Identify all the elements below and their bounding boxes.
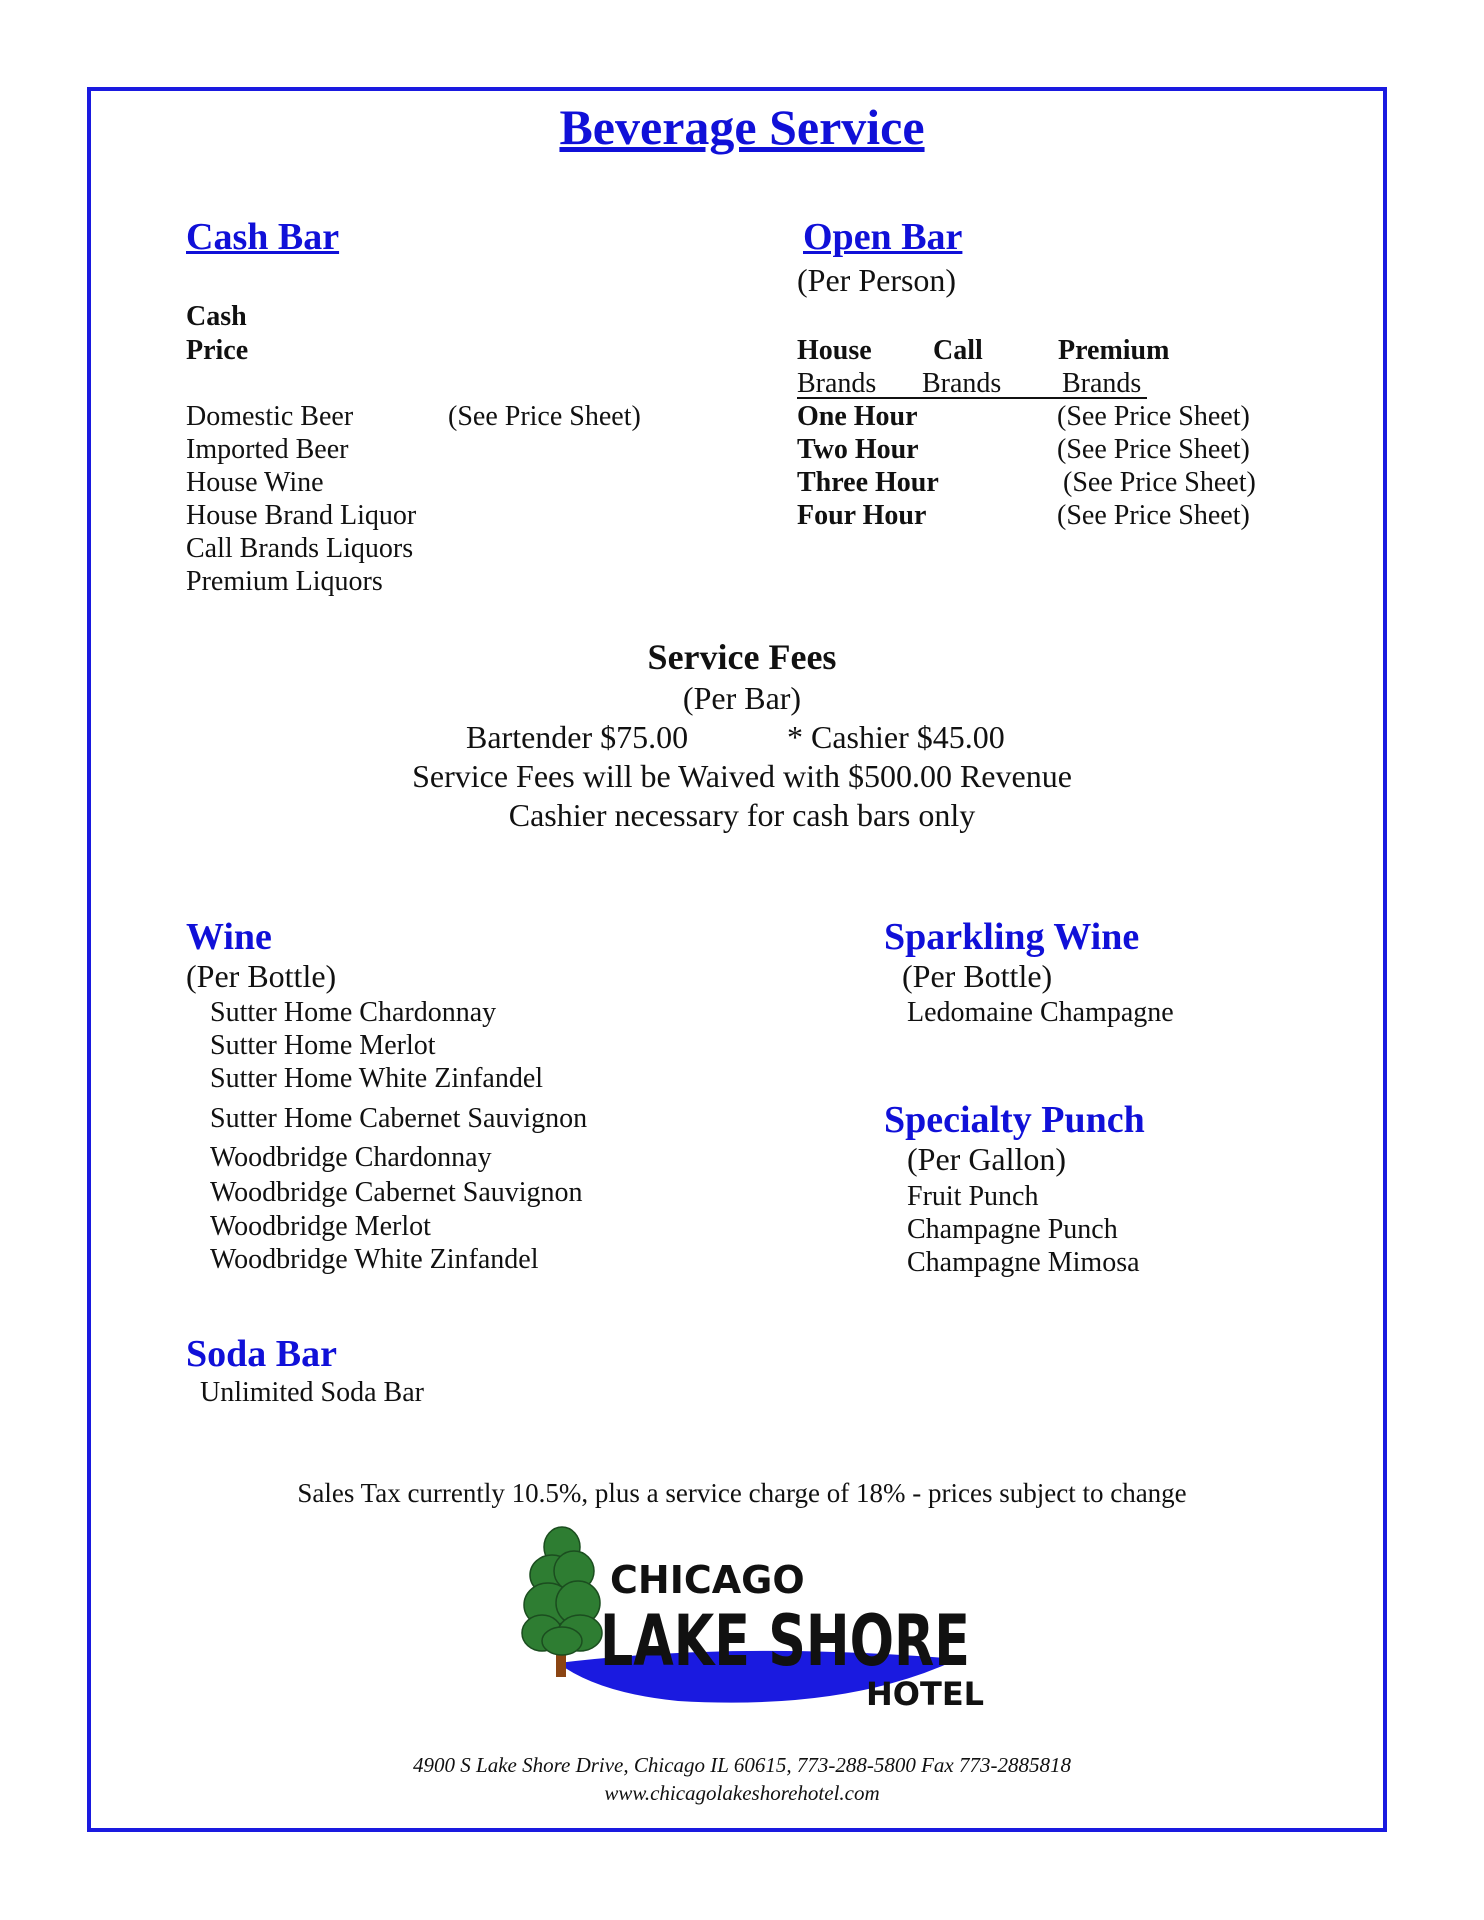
list-item: Woodbridge White Zinfandel	[210, 1244, 539, 1275]
list-item: Imported Beer	[186, 434, 349, 465]
cash-price-label-line2: Price	[186, 335, 249, 366]
page-title: Beverage Service	[559, 99, 925, 155]
table-row	[797, 466, 1277, 499]
wine-list	[210, 996, 587, 1276]
sparkling-wine-subheading: (Per Bottle)	[902, 958, 1053, 994]
service-fee-waiver: Service Fees will be Waived with $500.00 Revenue	[412, 758, 1072, 794]
list-item: Premium Liquors	[186, 566, 383, 597]
cash-bar-list	[186, 400, 416, 598]
wine-subheading: (Per Bottle)	[186, 958, 337, 994]
cash-bar-price-note: (See Price Sheet)	[448, 401, 641, 432]
row-price: (See Price Sheet)	[1057, 434, 1250, 465]
brands-label: Brands	[797, 368, 877, 399]
row-price: (See Price Sheet)	[1057, 401, 1250, 432]
open-bar-col-premium: Premium	[1058, 335, 1170, 366]
tax-note: Sales Tax currently 10.5%, plus a service charge of 18% - prices subject to change	[297, 1478, 1187, 1508]
footer-website[interactable]: www.chicagolakeshorehotel.com	[604, 1781, 880, 1805]
list-item: Fruit Punch	[907, 1181, 1039, 1212]
hotel-logo	[518, 1523, 985, 1713]
specialty-punch-subheading: (Per Gallon)	[907, 1141, 1067, 1177]
cashier-fee: * Cashier $45.00	[787, 719, 1005, 755]
list-item: Sutter Home Merlot	[210, 1030, 436, 1061]
cashier-note: Cashier necessary for cash bars only	[508, 797, 976, 833]
list-item: Woodbridge Cabernet Sauvignon	[210, 1177, 583, 1208]
open-bar-col-house: House	[797, 335, 872, 366]
wine-heading: Wine	[186, 916, 272, 958]
cash-bar-heading: Cash Bar	[186, 216, 340, 258]
table-row	[797, 400, 1277, 433]
list-item: House Brand Liquor	[186, 500, 417, 531]
list-item: Sutter Home Chardonnay	[210, 997, 497, 1028]
open-bar-subheading: (Per Person)	[797, 262, 957, 298]
list-item: Ledomaine Champagne	[907, 997, 1174, 1028]
table-row	[797, 433, 1277, 466]
bartender-fee: Bartender $75.00	[466, 719, 689, 755]
list-item: Call Brands Liquors	[186, 533, 414, 564]
list-item: Domestic Beer	[186, 401, 354, 432]
open-bar-rows	[797, 400, 1277, 532]
footer-address: 4900 S Lake Shore Drive, Chicago IL 60615, 773-288-5800 Fax 773-2885818	[413, 1753, 1071, 1777]
cash-price-label-line1: Cash	[186, 301, 247, 332]
specialty-punch-heading: Specialty Punch	[884, 1099, 1145, 1141]
row-label: One Hour	[797, 401, 918, 432]
list-item: Unlimited Soda Bar	[200, 1377, 424, 1408]
punch-list	[907, 1180, 1140, 1279]
list-item: Champagne Mimosa	[907, 1247, 1140, 1278]
table-row	[797, 499, 1277, 532]
list-item: Woodbridge Chardonnay	[210, 1142, 492, 1173]
service-fees-subheading: (Per Bar)	[682, 680, 802, 716]
soda-bar-heading: Soda Bar	[186, 1333, 337, 1375]
brands-label: Brands	[1062, 368, 1142, 399]
open-bar-heading: Open Bar	[803, 216, 963, 258]
sparkling-wine-heading: Sparkling Wine	[884, 916, 1140, 958]
brands-label: Brands	[922, 368, 1002, 399]
row-price: (See Price Sheet)	[1057, 500, 1250, 531]
list-item: Sutter Home White Zinfandel	[210, 1063, 544, 1094]
list-item: Woodbridge Merlot	[210, 1211, 431, 1242]
logo-line2: LAKE SHORE	[600, 1600, 970, 1682]
row-label: Three Hour	[797, 467, 939, 498]
logo-graphic	[518, 1523, 985, 1713]
list-item: Sutter Home Cabernet Sauvignon	[210, 1103, 588, 1134]
logo-line3: HOTEL	[866, 1675, 985, 1713]
service-fees-heading: Service Fees	[647, 637, 837, 677]
open-bar-col-call: Call	[933, 335, 983, 366]
list-item: House Wine	[186, 467, 324, 498]
row-price: (See Price Sheet)	[1063, 467, 1256, 498]
logo-line1: CHICAGO	[610, 1558, 805, 1602]
list-item: Champagne Punch	[907, 1214, 1118, 1245]
row-label: Four Hour	[797, 500, 927, 531]
row-label: Two Hour	[797, 434, 919, 465]
